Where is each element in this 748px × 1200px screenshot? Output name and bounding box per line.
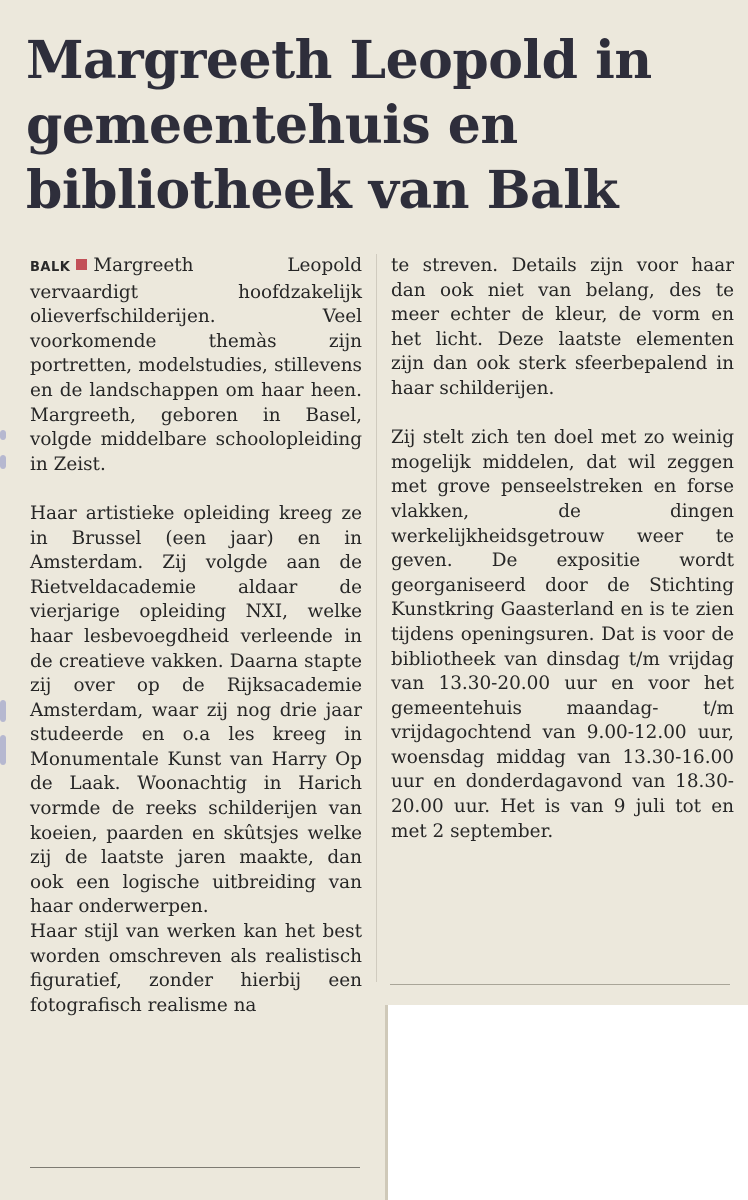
pen-mark (0, 455, 6, 469)
article-paragraph: Zij stelt zich ten doel met zo weinig mogelijk middelen, dat wil zeggen met grove penseelstreken en forse vlakken, de dingen werkelijkheidsgetrouw weer te geven. De expositie wordt georganiseerd door de Stichting Kunstkring Gaasterland en is te zien tijdens openingsuren. Dat is voor de bibliotheek van dinsdag t/m vrijdag van 13.30-20.00 uur en voor het gemeentehuis maandag- t/m vrijdagochtend van 9.00-12.00 uur, woensdag middag van 13.30-16.00 uur en donderdagavond van 18.30-20.00 uur. Het is van 9 juli tot en met 2 september. (391, 427, 734, 842)
article-paragraph (30, 254, 362, 477)
paragraph-gap (391, 402, 734, 427)
article-left-column (30, 254, 362, 1018)
pen-mark (0, 430, 6, 440)
column-end-rule (390, 984, 730, 985)
article-paragraph: te streven. Details zijn voor haar dan ook niet van belang, des te meer echter de kleur, de vorm en het licht. Deze laatste elementen zijn dan ook sterk sfeerbepalend in haar schilderijen. (391, 255, 734, 399)
square-marker-icon (76, 259, 87, 270)
column-separator (376, 254, 377, 982)
article-paragraph-text: Margreeth Leopold vervaardigt hoofdzakelijk olieverfschilderijen. Veel voorkomende themàs zijn portretten, modelstudies, stillevens en de landschappen om haar heen. Margreeth, geboren in Basel, volgde middelbare schoolopleiding in Zeist. (30, 255, 362, 475)
column-end-rule (30, 1167, 360, 1168)
article-paragraph: Haar artistieke opleiding kreeg ze in Brussel (een jaar) en in Amsterdam. Zij volgde aan de Rietveldacademie aldaar de vierjarige opleiding NXI, welke haar lesbevoegdheid verleende in de creatieve vakken. Daarna stapte zij over op de Rijksacademie Amsterdam, waar zij nog drie jaar studeerde en o.a les kreeg in Monumentale Kunst van Harry Op de Laak. Woonachtig in Harich vormde de reeks schilderijen van koeien, paarden en skûtsjes welke zij de laatste jaren maakte, dan ook een logische uitbreiding van haar onderwerpen. (30, 502, 362, 918)
article-paragraph: Haar stijl van werken kan het best worden omschreven als realistisch figuratief, zonder hierbij een fotografisch realisme na (30, 921, 362, 1016)
pen-mark (0, 735, 6, 765)
dateline: BALK (30, 260, 71, 275)
article-headline: Margreeth Leopold in gemeentehuis en bibliotheek van Balk (26, 30, 652, 221)
pen-mark (0, 700, 6, 722)
clipping-edge (385, 1005, 388, 1200)
newspaper-clipping-lower (0, 1005, 388, 1200)
paragraph-gap (30, 477, 362, 502)
article-right-column (391, 254, 734, 844)
